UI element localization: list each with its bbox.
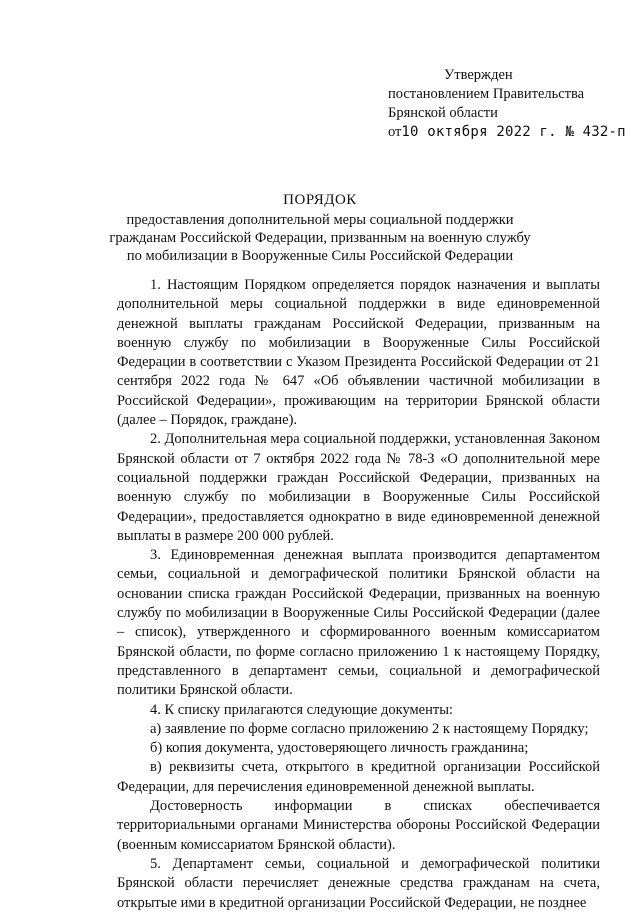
paragraph-4-item-c: в) реквизиты счета, открытого в кредитной организации Российской Федерации, для перечисления единовременной денежной выплаты. bbox=[117, 759, 600, 795]
paragraph-3: 3. Единовременная денежная выплата производится департаментом семьи, социальной и демографической политики Брянской области на основании списка граждан Российской Федерации, призванных на военную службу по мобилизации в Вооруженные Силы Российской Федерации (далее – список), утвержденного и сформированного военным комиссариатом Брянской области, по форме согласно приложению 1 к настоящему Порядку, представленного в департамент семьи, социальной и демографической политики Брянской области. bbox=[117, 547, 600, 699]
approval-date-prefix: от bbox=[388, 124, 402, 140]
approval-line-approved: Утвержден bbox=[444, 67, 513, 83]
paragraph-4: 4. К списку прилагаются следующие документы: bbox=[150, 701, 453, 718]
document-subtitle-line-2: гражданам Российской Федерации, призванным на военную службу bbox=[109, 230, 531, 246]
paragraph-2: 2. Дополнительная мера социальной поддержки, установленная Законом Брянской области от 7 октября 2022 года № 78-З «О дополнительной мере социальной поддержки граждан Российской Федерации, призванных на военную службу по мобилизации в Вооруженные Силы Российской Федерации», предоставляется однократно в виде единовременной денежной выплаты в размере 200 000 рублей. bbox=[117, 431, 600, 544]
paragraph-4-item-a: а) заявление по форме согласно приложению 2 к настоящему Порядку; bbox=[150, 720, 589, 737]
approval-block bbox=[388, 66, 628, 142]
approval-date-line bbox=[388, 123, 628, 142]
approval-date-stamp: 10 октября 2022 г. № 432-п bbox=[401, 124, 626, 140]
paragraph-5: 5. Департамент семьи, социальной и демографической политики Брянской области перечисляет денежные средства гражданам на счета, открытые ими в кредитной организации Российской Федерации, не позднее bbox=[117, 855, 600, 911]
document-subtitle-line-1: предоставления дополнительной меры социальной поддержки bbox=[126, 212, 514, 228]
approval-line-region: Брянской области bbox=[388, 105, 498, 121]
document-body bbox=[117, 276, 600, 913]
document-title: ПОРЯДОК bbox=[283, 192, 357, 208]
paragraph-4-item-b: б) копия документа, удостоверяющего личность гражданина; bbox=[150, 740, 529, 757]
paragraph-1: 1. Настоящим Порядком определяется порядок назначения и выплаты дополнительной меры социальной поддержки в виде единовременной денежной выплаты гражданам Российской Федерации, призванным на военную службу по мобилизации в Вооруженные Силы Российской Федерации в соответствии с Указом Президента Российской Федерации от 21 сентября 2022 года № 647 «Об объявлении частичной мобилизации в Российской Федерации», проживающим на территории Брянской области (далее – Порядок, граждане). bbox=[117, 277, 600, 429]
approval-line-resolution: постановлением Правительства bbox=[388, 86, 585, 102]
document-title-block bbox=[80, 191, 560, 265]
document-subtitle-line-3: по мобилизации в Вооруженные Силы Российской Федерации bbox=[126, 248, 514, 264]
paragraph-reliability: Достоверность информации в списках обеспечивается территориальными органами Министерства обороны Российской Федерации (военным комиссариатом Брянской области). bbox=[117, 798, 600, 853]
